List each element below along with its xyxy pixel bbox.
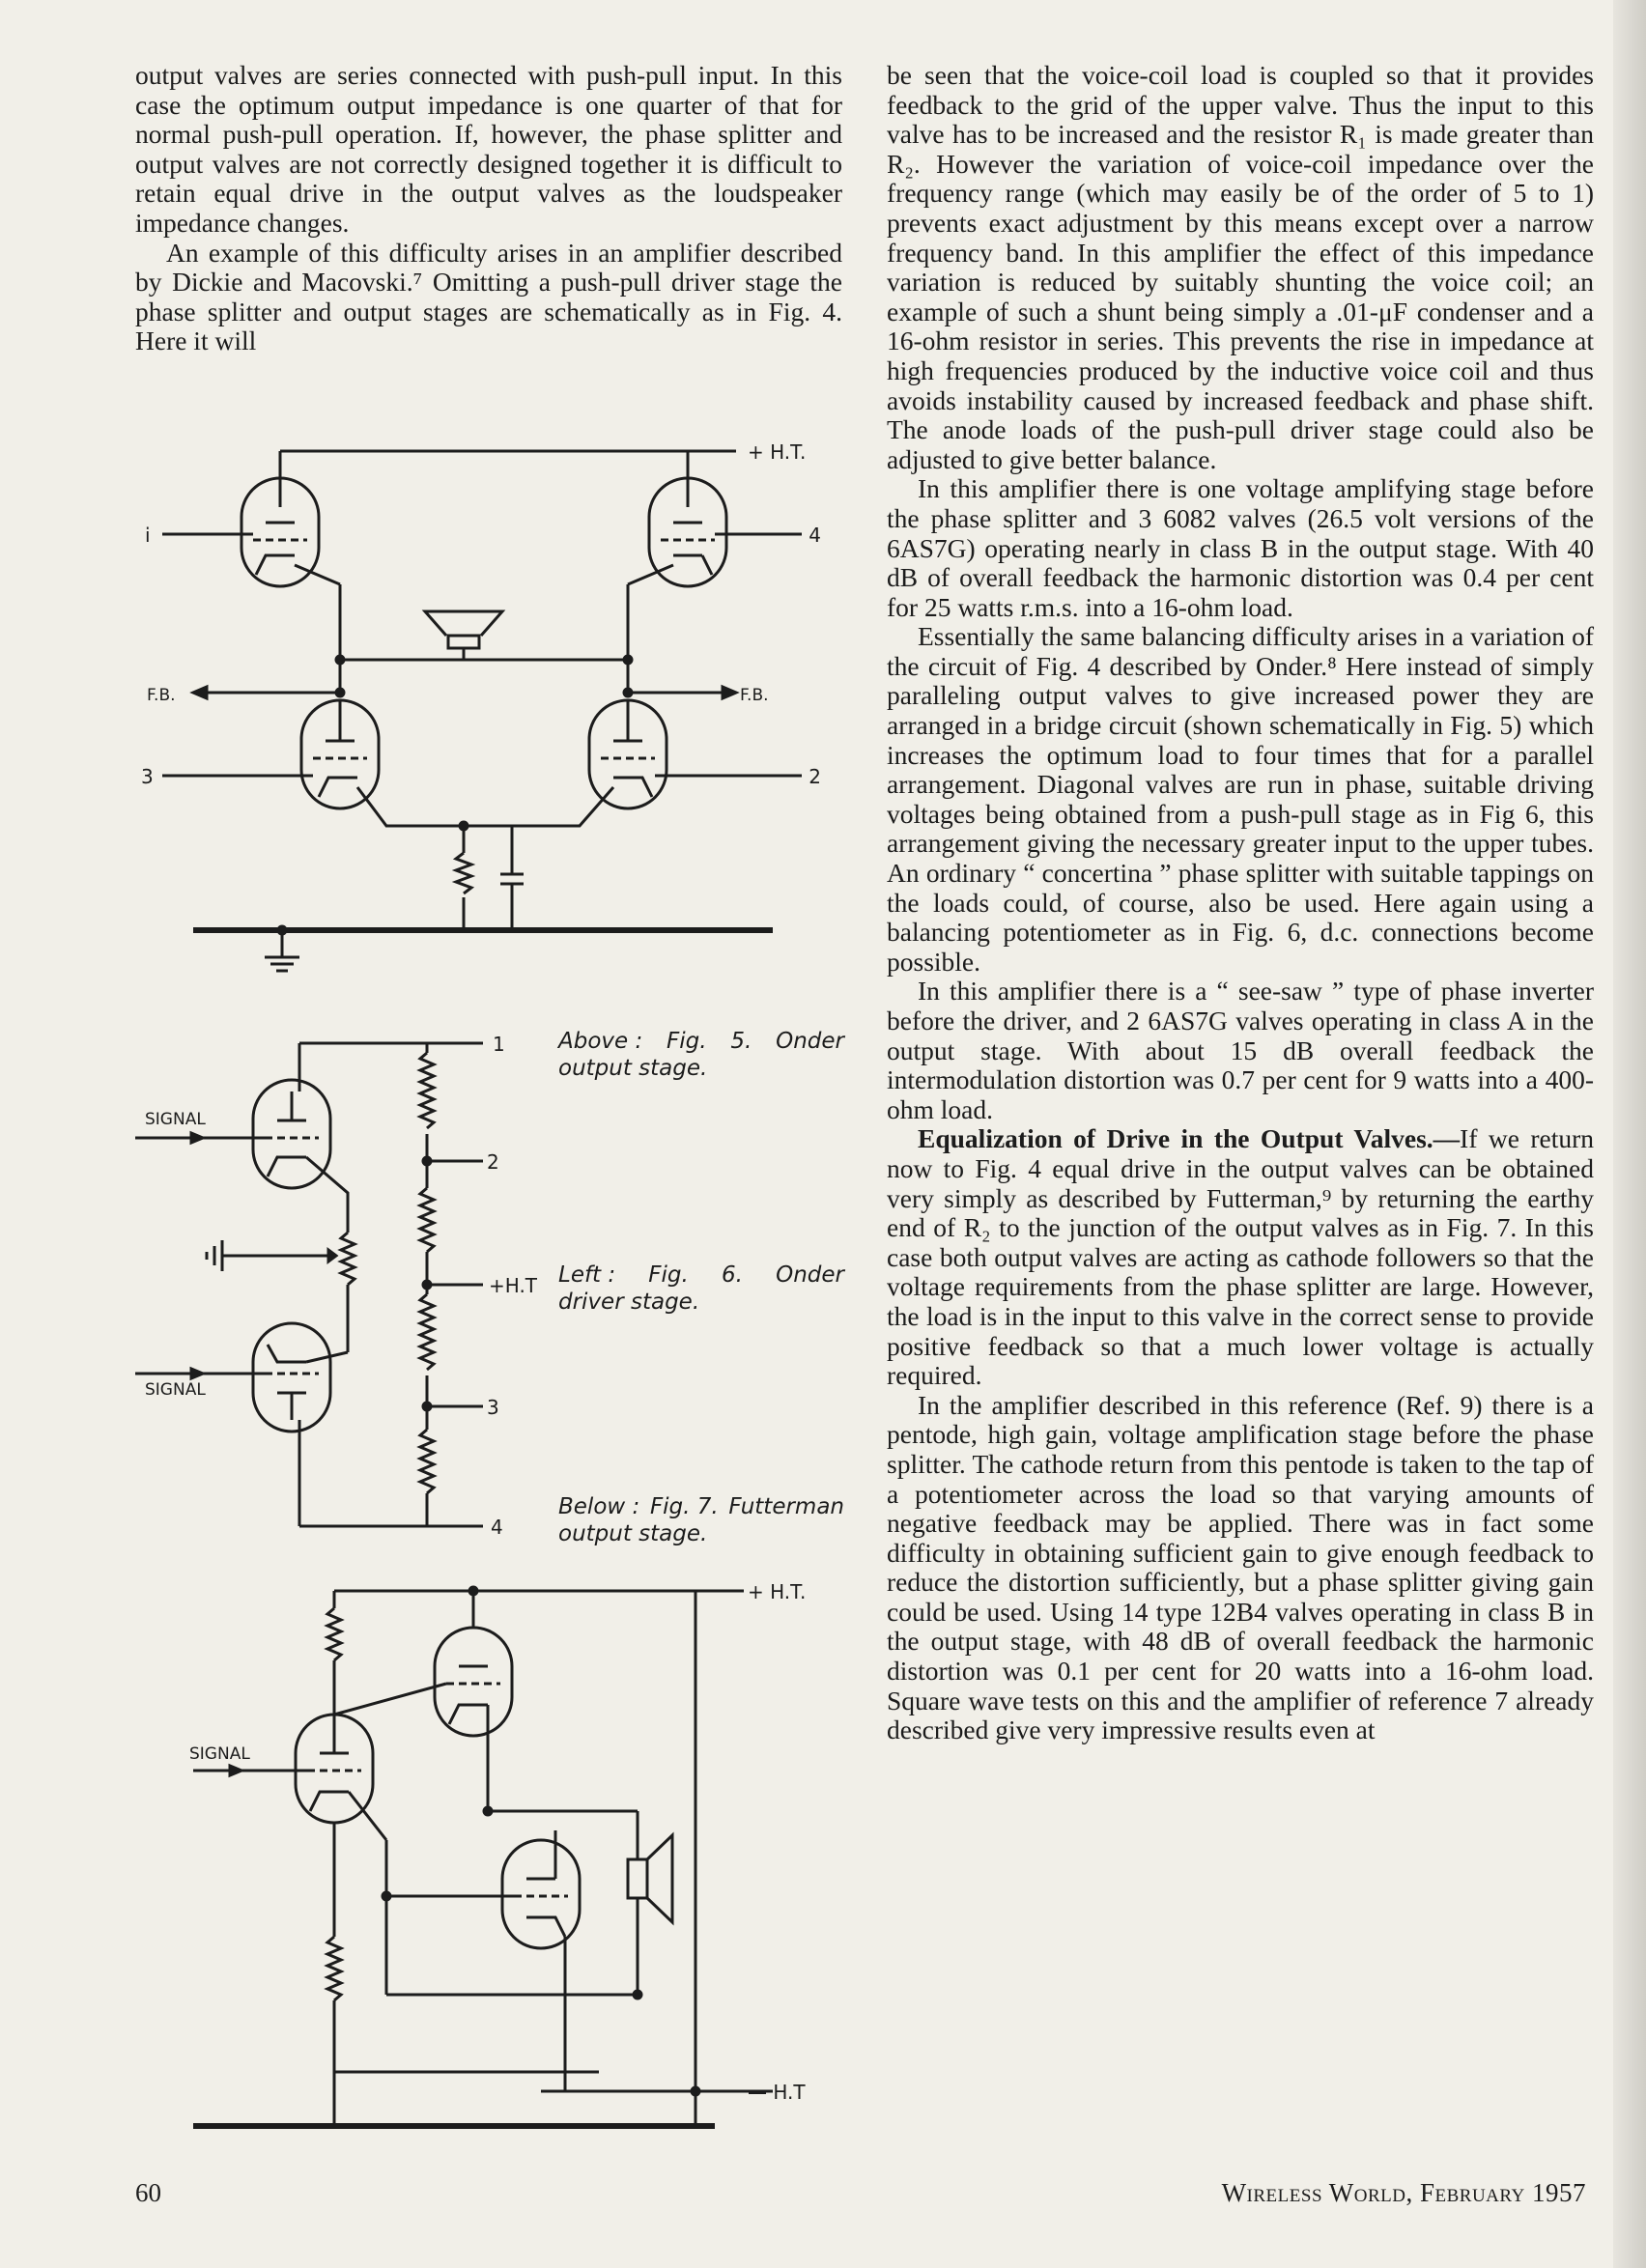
figure-6-driver-stage	[135, 1024, 560, 1565]
caption-fig-5	[558, 1028, 844, 1082]
caption-text: Below :	[558, 1494, 640, 1519]
label-signal-top: SIGNAL	[145, 1110, 206, 1129]
caption-text: output stage.	[558, 1521, 708, 1546]
label-signal-bottom: SIGNAL	[145, 1380, 206, 1400]
left-text-column	[135, 61, 842, 356]
label-3: 3	[141, 765, 154, 788]
label-4: 4	[491, 1516, 503, 1539]
caption-text: Fig. 7.	[649, 1494, 719, 1519]
magazine-footer: Wireless World, February 1957	[1221, 2178, 1586, 2207]
paragraph: In this amplifier there is one voltage amplifying stage before the phase splitter and 3 6082 valves (26.5 volt versions of the 6AS7G) operating nearly in class B in the output stage. With 40 dB of overall feedback the harmonic distortion was 0.4 per cent for 25 watts r.m.s. into a 16-ohm load.	[887, 473, 1594, 622]
caption-text: Onder	[776, 1029, 844, 1054]
label-input-i: i	[145, 524, 151, 547]
figure-7-futterman-output-stage	[174, 1570, 840, 2149]
caption-text: 6.	[721, 1262, 743, 1288]
caption-text: Fig.	[648, 1262, 689, 1288]
label-signal: SIGNAL	[189, 1744, 250, 1764]
label-ht-plus: + H.T.	[748, 1580, 807, 1603]
figure-5-bridge-output-stage	[135, 420, 831, 980]
label-1: 1	[493, 1033, 505, 1056]
label-3: 3	[487, 1396, 499, 1419]
caption-text: Fig.	[667, 1029, 707, 1054]
label-4: 4	[809, 524, 821, 547]
page-number: 60	[135, 2178, 161, 2207]
paragraph: In this amplifier there is a “ see-saw ” type of phase inverter before the driver, and 2 6AS7G valves operating in class A in the output stage. With about 15 dB overall feedback the intermodulation distortion was 0.7 per cent for 9 watts into a 400-ohm load.	[887, 976, 1594, 1124]
paragraph-equalization	[887, 1124, 1594, 1390]
right-text-column	[887, 61, 1594, 1745]
section-heading: Equalization of Drive in the Output Valves.—	[918, 1123, 1461, 1154]
page-edge	[1613, 0, 1646, 2268]
caption-text: Left :	[558, 1262, 616, 1288]
label-2: 2	[487, 1150, 499, 1174]
caption-text: driver stage.	[558, 1290, 700, 1315]
label-2: 2	[809, 765, 821, 788]
caption-text: Onder	[776, 1262, 844, 1288]
label-fb-right: F.B.	[740, 686, 769, 705]
label-ht: + H.T.	[748, 440, 807, 464]
label-fb-left: F.B.	[147, 686, 176, 705]
paragraph: An example of this difficulty arises in an amplifier described by Dickie and Macovski.⁷ Omitting a push-pull driver stage the phase splitter and output stages are schematically as in Fig. 4. Here it will	[135, 237, 842, 356]
caption-fig-7	[558, 1493, 844, 1547]
caption-text: output stage.	[558, 1056, 708, 1081]
caption-text: Futterman	[728, 1494, 844, 1519]
paragraph: In the amplifier described in this reference (Ref. 9) there is a pentode, high gain, voltage amplification stage before the phase splitter. The cathode return from this pentode is taken to the tap of a potentiometer across the load so that varying amounts of negative feedback may be applied. There was in fact some difficulty in obtaining sufficient gain to give enough feedback to reduce the distortion sufficiently, but a phase splitter giving gain could be used. Using 14 type 12B4 valves operating in class B in the output stage, with 48 dB of overall feedback the harmonic distortion was 0.1 per cent for 20 watts into a 16-ohm load. Square wave tests on this and the amplifier of reference 7 already described give very impressive results even at	[887, 1389, 1594, 1745]
caption-text: 5.	[730, 1029, 752, 1054]
paragraph-body: If we return now to Fig. 4 equal drive in the output valves can be obtained very simply as described by Futterman,⁹ by returning the earthy end of R₂ to the junction of the output valves as in Fig. 7. In this case both output valves are acting as cathode followers so that the voltage requirements from the phase splitter are large. However, the load is in the input to this valve in the correct sense to provide positive feedback so that a much lower voltage is actually required.	[887, 1123, 1594, 1391]
label-ht: +H.T	[489, 1274, 538, 1297]
paragraph: be seen that the voice-coil load is coupled so that it provides feedback to the grid of the upper valve. Thus the input to this valve has to be increased and the resistor R₁ is made greater than R₂. However the variation of voice-coil impedance over the frequency range (which may easily be of the order of 5 to 1) prevents exact adjustment by this means except over a narrow frequency band. In this amplifier the effect of this impedance variation is reduced by suitably shunting the voice coil; an example of such a shunt being simply a .01-μF condenser and a 16-ohm resistor in series. This prevents the rise in impedance at high frequencies produced by the inductive voice coil and thus avoids instability caused by increased feedback and phase shift. The anode loads of the push-pull driver stage could also be adjusted to give better balance.	[887, 60, 1594, 474]
paragraph: output valves are series connected with push-pull input. In this case the optimum output impedance is one quarter of that for normal push-pull operation. If, however, the phase splitter and output valves are not correctly designed together it is difficult to retain equal drive in the output valves as the loudspeaker impedance changes.	[135, 60, 842, 238]
paragraph: Essentially the same balancing difficulty arises in a variation of the circuit of Fig. 4 described by Onder.⁸ Here instead of simply paralleling output valves to give increased power they are arranged in a bridge circuit (shown schematically in Fig. 5) which increases the optimum load to four times that for a parallel arrangement. Diagonal valves are run in phase, suitable driving voltages being obtained from a push-pull stage as in Fig 6, this arrangement giving the necessary greater input to the upper tubes. An ordinary “ concertina ” phase splitter with suitable tappings on the loads could, of course, also be used. Here again using a balancing potentiometer as in Fig. 6, d.c. connections become possible.	[887, 621, 1594, 977]
caption-fig-6	[558, 1262, 844, 1316]
caption-text: Above :	[558, 1029, 643, 1054]
label-ht-minus: — H.T	[748, 2081, 806, 2104]
